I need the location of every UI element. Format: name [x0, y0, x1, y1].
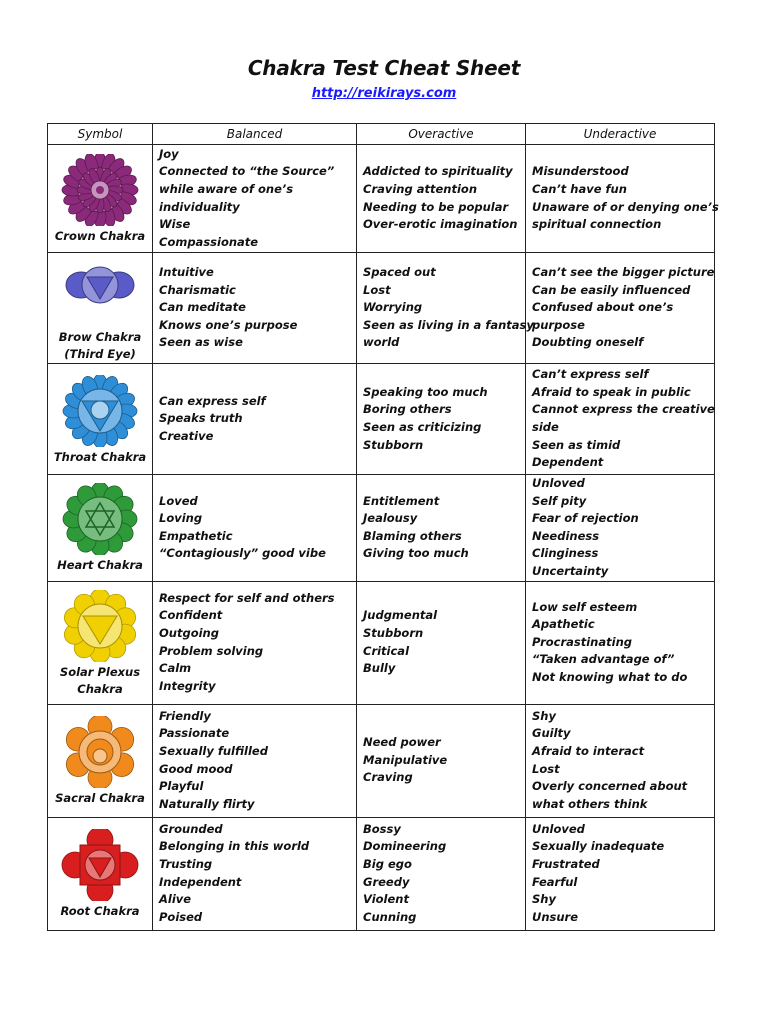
list-item: Playful: [159, 779, 204, 794]
list-item: Grounded: [159, 821, 223, 836]
list-item: Giving too much: [363, 546, 469, 561]
underactive-cell: [526, 253, 715, 364]
symbol-cell: [48, 364, 153, 475]
list-item: Stubborn: [363, 437, 424, 452]
symbol-cell: [48, 145, 153, 253]
list-item: “Contagiously” good vibe: [159, 546, 326, 561]
symbol-cell: [48, 253, 153, 364]
table-row: [48, 704, 715, 817]
list-item: Fear of rejection: [532, 511, 639, 526]
list-item: Compassionate: [159, 234, 259, 249]
list-item: Seen as living in a fantasy: [363, 317, 534, 332]
list-item: Seen as wise: [159, 335, 243, 350]
page-title: Chakra Test Cheat Sheet: [247, 56, 521, 80]
symbol-cell: [48, 817, 153, 930]
overactive-cell: [357, 817, 526, 930]
overactive-list: [357, 163, 525, 233]
list-item: Entitlement: [363, 493, 440, 508]
list-item: Bully: [363, 661, 396, 676]
header-overactive: Overactive: [357, 124, 526, 145]
overactive-list: [357, 384, 525, 454]
underactive-cell: [526, 145, 719, 253]
list-item: Wise: [159, 217, 191, 232]
throat-chakra-icon: [48, 375, 152, 447]
list-item: Loved: [159, 493, 198, 508]
sacral-chakra-icon: [48, 716, 152, 788]
underactive-list: [526, 264, 714, 352]
overactive-cell: [357, 581, 526, 704]
list-item: spiritual connection: [532, 217, 662, 232]
balanced-list: [153, 146, 356, 252]
list-item: Not knowing what to do: [532, 669, 688, 684]
underactive-list: [526, 599, 714, 687]
list-item: Lost: [363, 282, 391, 297]
list-item: Guilty: [532, 726, 571, 741]
list-item: Blaming others: [363, 528, 462, 543]
website-link[interactable]: http://reikirays.com: [311, 86, 457, 101]
list-item: Dependent: [532, 455, 604, 470]
list-item: Respect for self and others: [159, 590, 335, 605]
list-item: world: [363, 335, 400, 350]
list-item: Confused about one’s: [532, 300, 674, 315]
balanced-list: [153, 393, 356, 446]
list-item: Clinginess: [532, 546, 599, 561]
list-item: Boring others: [363, 402, 452, 417]
list-item: Apathetic: [532, 617, 595, 632]
list-item: Violent: [363, 892, 409, 907]
list-item: Seen as criticizing: [363, 420, 482, 434]
chakra-name: Solar Plexus: [59, 664, 141, 679]
overactive-list: [357, 734, 525, 787]
balanced-cell: [153, 581, 357, 704]
list-item: Seen as timid: [532, 437, 621, 452]
list-item: Worrying: [363, 300, 423, 315]
chakra-name: (Third Eye): [64, 347, 136, 361]
balanced-cell: [153, 253, 357, 364]
list-item: Unloved: [532, 476, 585, 490]
list-item: Intuitive: [159, 265, 214, 280]
list-item: Trusting: [159, 856, 213, 871]
list-item: Needing to be popular: [363, 199, 509, 214]
list-item: Overly concerned about: [532, 779, 688, 794]
overactive-cell: [357, 364, 526, 475]
list-item: Loving: [159, 511, 203, 526]
list-item: Shy: [532, 708, 556, 723]
underactive-list: [526, 163, 719, 233]
underactive-cell: [526, 581, 715, 704]
overactive-list: [357, 493, 525, 563]
list-item: Craving attention: [363, 181, 478, 196]
underactive-cell: [526, 817, 715, 930]
chakra-name: Root Chakra: [60, 904, 140, 919]
crown-chakra-icon: [48, 154, 152, 226]
list-item: Friendly: [159, 708, 211, 723]
underactive-list: [526, 366, 714, 472]
list-item: Uncertainty: [532, 563, 609, 578]
header-symbol: Symbol: [48, 124, 153, 145]
list-item: Neediness: [532, 528, 600, 543]
list-item: Cannot express the creative: [532, 402, 715, 417]
list-item: Need power: [363, 735, 441, 750]
list-item: Doubting oneself: [532, 335, 644, 350]
chakra-name: Throat Chakra: [53, 449, 147, 464]
balanced-cell: [153, 475, 357, 582]
symbol-cell: [48, 581, 153, 704]
balanced-cell: [153, 817, 357, 930]
list-item: individuality: [159, 199, 240, 214]
list-item: Speaks truth: [159, 411, 243, 426]
balanced-list: [153, 821, 356, 927]
list-item: Joy: [159, 146, 179, 161]
list-item: Misunderstood: [532, 164, 629, 179]
underactive-cell: [526, 364, 715, 475]
balanced-cell: [153, 704, 357, 817]
table-row: [48, 364, 715, 475]
overactive-cell: [357, 475, 526, 582]
list-item: while aware of one’s: [159, 181, 294, 196]
list-item: Charismatic: [159, 282, 236, 297]
list-item: “Taken advantage of”: [532, 652, 675, 667]
solar-plexus-chakra-icon: [48, 590, 152, 662]
list-item: Confident: [159, 608, 223, 623]
balanced-list: [153, 493, 356, 563]
list-item: Calm: [159, 661, 192, 676]
list-item: Sexually fulfilled: [159, 743, 268, 758]
overactive-list: [357, 821, 525, 927]
list-item: Craving: [363, 770, 413, 785]
list-item: Knows one’s purpose: [159, 317, 298, 332]
balanced-cell: [153, 364, 357, 475]
list-item: Problem solving: [159, 643, 264, 658]
list-item: Frustrated: [532, 856, 600, 871]
symbol-cell: [48, 475, 153, 582]
list-item: Over-erotic imagination: [363, 217, 518, 232]
list-item: Afraid to speak in public: [532, 384, 691, 399]
chakra-name: Brow Chakra: [58, 330, 142, 344]
list-item: Judgmental: [363, 608, 438, 623]
balanced-cell: [153, 145, 357, 253]
balanced-list: [153, 708, 356, 814]
chakra-name: Crown Chakra: [54, 229, 146, 243]
list-item: Lost: [532, 761, 560, 776]
list-item: what others think: [532, 796, 648, 811]
list-item: Stubborn: [363, 625, 424, 640]
list-item: Critical: [363, 643, 410, 658]
list-item: Speaking too much: [363, 384, 488, 399]
list-item: Unsure: [532, 909, 579, 924]
list-item: Alive: [159, 892, 192, 907]
list-item: Jealousy: [363, 511, 418, 526]
list-item: Naturally flirty: [159, 796, 255, 811]
list-item: side: [532, 420, 559, 434]
table-header-row: [48, 124, 715, 145]
list-item: Sexually inadequate: [532, 839, 665, 854]
list-item: Can express self: [159, 393, 266, 408]
brow-chakra-icon: [48, 255, 152, 327]
list-item: Belonging in this world: [159, 839, 310, 854]
list-item: Greedy: [363, 874, 410, 889]
overactive-list: [357, 264, 534, 352]
overactive-cell: [357, 253, 534, 364]
list-item: Unloved: [532, 821, 585, 836]
overactive-list: [357, 607, 525, 677]
list-item: Big ego: [363, 856, 412, 871]
list-item: Bossy: [363, 821, 401, 836]
list-item: Connected to “the Source”: [159, 164, 335, 179]
header-underactive: Underactive: [526, 124, 715, 145]
list-item: purpose: [532, 317, 585, 332]
list-item: Addicted to spirituality: [363, 164, 513, 179]
list-item: Can be easily influenced: [532, 282, 691, 297]
header-balanced: Balanced: [153, 124, 357, 145]
list-item: Can meditate: [159, 300, 246, 315]
list-item: Independent: [159, 874, 242, 889]
overactive-cell: [357, 145, 526, 253]
chakra-name: Heart Chakra: [57, 558, 143, 573]
underactive-cell: [526, 704, 715, 817]
list-item: Domineering: [363, 839, 447, 854]
chakra-table: [47, 123, 719, 931]
overactive-cell: [357, 704, 526, 817]
list-item: Poised: [159, 909, 203, 924]
list-item: Manipulative: [363, 752, 448, 767]
table-row: [48, 581, 715, 704]
list-item: Can’t have fun: [532, 181, 627, 196]
list-item: Good mood: [159, 761, 233, 776]
list-item: Procrastinating: [532, 634, 632, 649]
list-item: Can’t see the bigger picture: [532, 265, 715, 280]
heart-chakra-icon: [48, 483, 152, 555]
list-item: Empathetic: [159, 528, 233, 543]
table-row: [48, 475, 715, 582]
list-item: Self pity: [532, 493, 587, 508]
list-item: Integrity: [159, 678, 216, 693]
list-item: Spaced out: [363, 265, 436, 280]
list-item: Fearful: [532, 874, 578, 889]
underactive-list: [526, 821, 714, 927]
table-row: [48, 253, 715, 364]
balanced-list: [153, 590, 356, 696]
list-item: Shy: [532, 892, 556, 907]
list-item: Passionate: [159, 726, 230, 741]
underactive-list: [526, 708, 714, 814]
balanced-list: [153, 264, 356, 352]
underactive-list: [526, 475, 714, 581]
table-row: [48, 145, 715, 253]
chakra-name: Chakra: [77, 681, 123, 696]
list-item: Cunning: [363, 909, 417, 924]
list-item: Unaware of or denying one’s: [532, 199, 719, 214]
list-item: Outgoing: [159, 625, 219, 640]
list-item: Can’t express self: [532, 367, 649, 382]
underactive-cell: [526, 475, 715, 582]
chakra-name: Sacral Chakra: [55, 791, 145, 806]
root-chakra-icon: [48, 829, 152, 901]
list-item: Creative: [159, 428, 214, 443]
list-item: Low self esteem: [532, 599, 638, 614]
table-row: [48, 817, 715, 930]
list-item: Afraid to interact: [532, 743, 645, 758]
symbol-cell: [48, 704, 153, 817]
